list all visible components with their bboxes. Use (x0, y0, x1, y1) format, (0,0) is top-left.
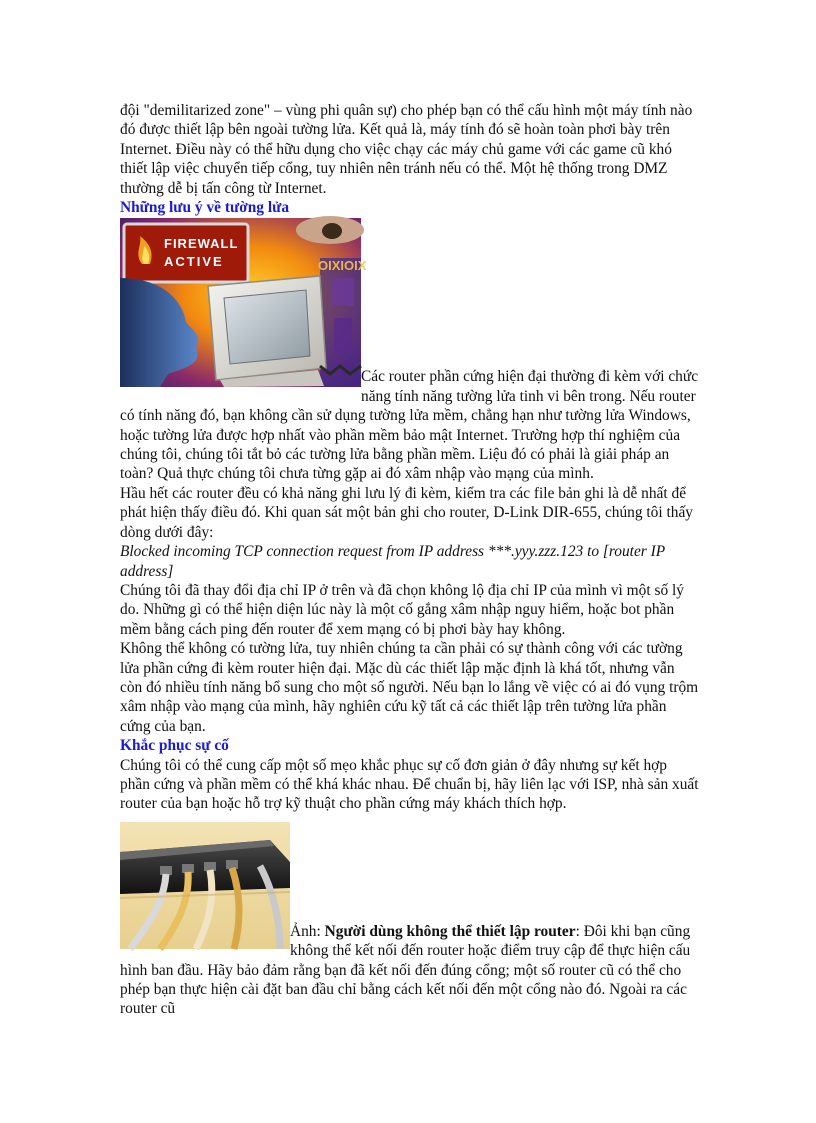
caption-prefix: Ảnh: (290, 922, 325, 940)
document-page (120, 101, 700, 1019)
badge-line1: FIREWALL (164, 236, 239, 252)
log-line: Blocked incoming TCP connection request from IP address ***.yyy.zzz.123 to [router IP address] (120, 543, 665, 580)
caption-bold: Người dùng không thể thiết lập router (324, 922, 576, 940)
firewall-active-image (120, 218, 367, 387)
log-line-wrapper (120, 542, 700, 581)
firewall-paragraph-4: Không thể không có tường lửa, tuy nhiên chúng ta cần phải có sự thành công với các tường lửa phần cứng đi kèm router hiện đại. Mặc dù các thiết lập mặc định là khá tốt, nhưng vẫn còn đó nhiều tính năng bổ sung cho một số người. Nếu bạn lo lắng về việc có ai đó vụng trộm xâm nhập vào mạng của mình, hãy nghiên cứu kỹ tất cả các thiết lập trên tường lửa phần cứng của bạn. (120, 640, 699, 735)
troubleshooting-paragraph-1: Chúng tôi có thể cung cấp một số mẹo khắc phục sự cố đơn giản ở đây nhưng sự kết hợp phần cứng và phần mềm có thể khá khác nhau. Để chuẩn bị, hãy liên lạc với ISP, nhà sản xuất router của bạn hoặc hỗ trợ kỹ thuật cho phần cứng máy khách thích hợp. (120, 756, 699, 813)
section-heading-troubleshooting: Khắc phục sự cố (120, 737, 229, 755)
router-cables-image (120, 822, 290, 949)
intro-paragraph: đội "demilitarized zone" – vùng phi quân sự) cho phép bạn có thể cấu hình một máy tính nào đó được thiết lập bên ngoài tường lửa. Kết quả là, máy tính đó sẽ hoàn toàn phơi bày trên Internet. Điều này có thể hữu dụng cho việc chạy các máy chủ game với các game cũ khó thiết lập việc chuyển tiếp cổng, tuy nhiên nên tránh nếu có thể. Một hệ thống trong DMZ thường dễ bị tấn công từ Internet. (120, 102, 693, 197)
badge-line2: ACTIVE (164, 254, 224, 270)
firewall-paragraph-1: Các router phần cứng hiện đại thường đi kèm với chức năng tính năng tường lửa tinh vi bên trong. Nếu router có tính năng đó, bạn không cần sử dụng tường lửa mềm, chẳng hạn như tường lửa Windows, hoặc tường lửa được hợp nhất vào phần mềm bảo mật Internet. Trường hợp thí nghiệm của chúng tôi, chúng tôi tắt bỏ các tường lửa bằng phần mềm. Liệu đó có phải là giải pháp an toàn? Quả thực chúng tôi chưa từng gặp ai đó xâm nhập vào mạng của mình. (120, 368, 699, 483)
router-cables-photo (120, 822, 290, 949)
firewall-block (120, 217, 700, 483)
firewall-paragraph-3: Chúng tôi đã thay đổi địa chỉ IP ở trên và đã chọn không lộ địa chỉ IP của mình vì một số lý do. Những gì có thể hiện diện lúc này là một cố gắng xâm nhập nguy hiểm, hoặc bot phần mềm bằng cách ping đến router để xem mạng có bị phơi bày hay không. (120, 581, 684, 638)
firewall-illustration (120, 218, 367, 387)
section-heading-firewall-notes: Những lưu ý về tường lửa (120, 199, 290, 217)
firewall-paragraph-2: Hầu hết các router đều có khả năng ghi lưu lý đi kèm, kiểm tra các file bản ghi là dễ nhất để phát hiện thấy điều đó. Khi quan sát một bản ghi cho router, D-Link DIR-655, chúng tôi thấy dòng dưới đây: (120, 484, 693, 541)
binary-text: OIXIOIX (318, 258, 367, 274)
caption-rest: : Đôi khi bạn cũng không thể kết nối đến router hoặc điểm truy cập để thực hiện cấu hình ban đầu. Hãy bảo đảm rằng bạn đã kết nối đến đúng cổng; một số router cũ có thể cho phép bạn thực hiện cài đặt ban đầu chỉ bằng cách kết nối đến một cổng nào đó. Ngoài ra các router cũ (120, 922, 691, 1018)
cable-block (120, 814, 700, 1019)
